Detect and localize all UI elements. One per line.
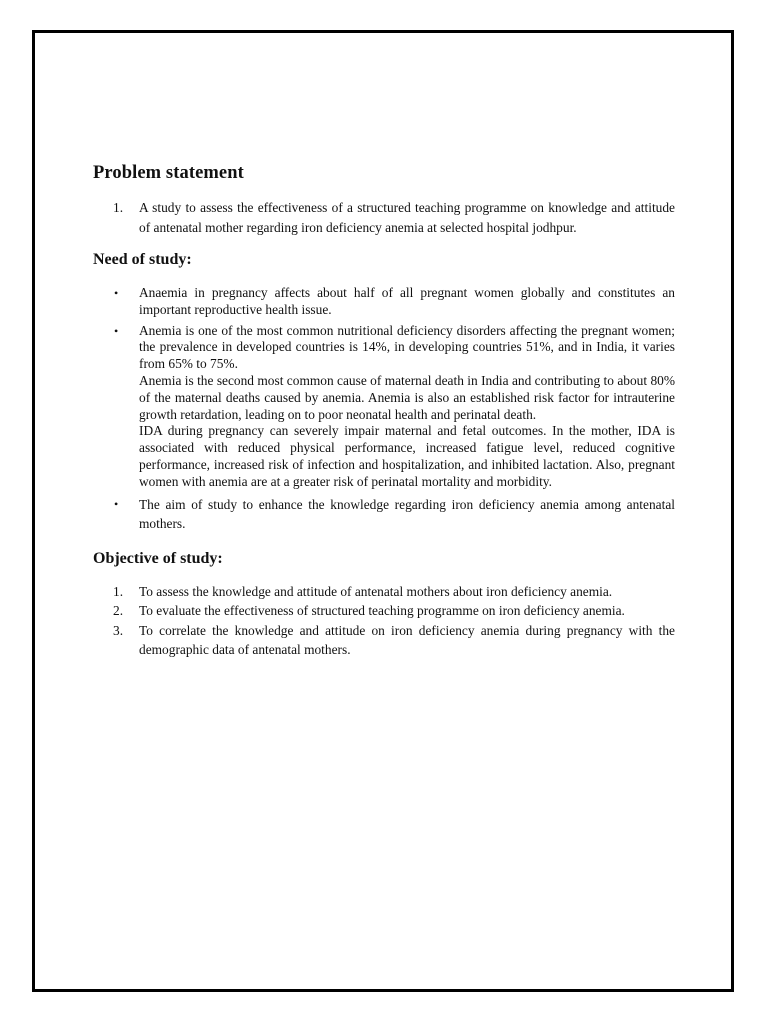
list-item	[93, 285, 675, 319]
objective-item	[93, 582, 675, 602]
objective-of-study-heading: Objective of study:	[93, 549, 223, 567]
list-item	[93, 323, 675, 491]
need-paragraph: IDA during pregnancy can severely impair maternal and fetal outcomes. In the mother, IDA is associated with reduced physical performance, increased fatigue level, reduced cognitive performance, increased risk of infection and hospitalization, and inhibited lactation. Also, pregnant women with anemia are at a greater risk of perinatal mortality and morbidity.	[139, 423, 675, 489]
list-item	[93, 495, 675, 534]
list-number: 1.	[113, 583, 124, 599]
need-of-study-list	[93, 285, 675, 534]
need-of-study-heading: Need of study:	[93, 251, 192, 268]
need-paragraph: Anemia is the second most common cause of maternal death in India and contributing to about 80% of the maternal deaths caused by anemia. Anemia is also an established risk factor for intrauterine growth retardation, leading on to poor neonatal health and perinatal death.	[139, 372, 675, 422]
need-paragraph: The aim of study to enhance the knowledge regarding iron deficiency anemia among antenatal mothers.	[139, 496, 675, 532]
objective-text: To evaluate the effectiveness of structured teaching programme on iron deficiency anemia.	[139, 603, 625, 619]
list-number: 1.	[113, 200, 124, 215]
bullet-icon: •	[114, 323, 119, 338]
need-paragraph: Anemia is one of the most common nutritional deficiency disorders affecting the pregnant women; the prevalence in developed countries is 14%, in developing countries 51%, and in India, it varies from 65% to 75%.	[139, 322, 675, 372]
need-paragraph: Anaemia in pregnancy affects about half of all pregnant women globally and constitutes an important reproductive health issue.	[139, 285, 675, 317]
objective-text: To assess the knowledge and attitude of antenatal mothers about iron deficiency anemia.	[139, 583, 613, 599]
list-number: 2.	[113, 603, 124, 619]
bullet-icon: •	[114, 496, 119, 511]
document-body	[93, 163, 675, 660]
problem-statement-heading: Problem statement	[93, 163, 244, 183]
objective-list	[93, 582, 675, 660]
bullet-icon: •	[114, 286, 119, 300]
problem-statement-item	[93, 198, 675, 237]
objective-item	[93, 601, 675, 621]
problem-statement-text: A study to assess the effectiveness of a structured teaching programme on knowledge and attitude of antenatal mother regarding iron deficiency anemia at selected hospital jodhpur.	[139, 200, 675, 235]
objective-text: To correlate the knowledge and attitude on iron deficiency anemia during pregnancy with the demographic data of antenatal mothers.	[139, 622, 675, 658]
list-number: 3.	[113, 622, 124, 638]
objective-item	[93, 621, 675, 660]
problem-statement-list	[93, 198, 675, 237]
